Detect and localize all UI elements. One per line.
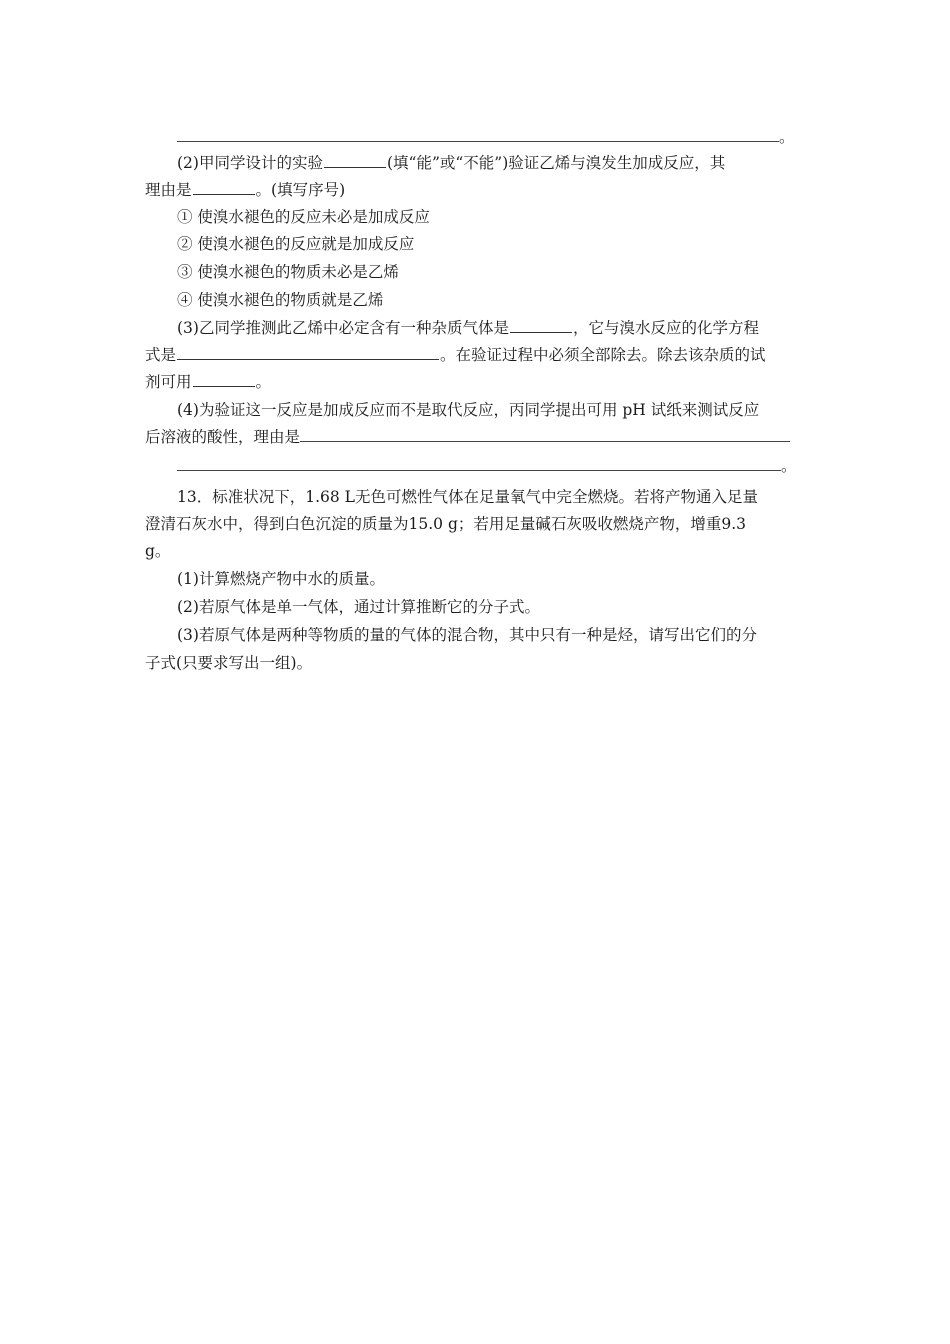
- q12-part3-text-f: 。: [255, 373, 272, 391]
- answer-rule[interactable]: [177, 469, 781, 471]
- q12-part3-line1: [177, 318, 817, 338]
- option-3: ③ 使溴水褪色的物质未必是乙烯: [177, 263, 399, 281]
- line-end-period: 。: [779, 128, 795, 146]
- answer-line-q1: [177, 127, 817, 147]
- option-1: ① 使溴水褪色的反应未必是加成反应: [177, 208, 430, 226]
- q13-line2: 澄清石灰水中，得到白色沉淀的质量为15.0 g；若用足量碱石灰吸收燃烧产物，增重9.3: [145, 515, 747, 533]
- answer-rule: [177, 140, 779, 142]
- q12-part3-text-a: (3)乙同学推测此乙烯中必定含有一种杂质气体是: [177, 319, 509, 337]
- q12-part3-line2: [145, 345, 815, 365]
- q12-part4-line2: [145, 427, 815, 447]
- answer-rule[interactable]: [300, 440, 790, 442]
- fill-blank-impurity-gas[interactable]: [510, 318, 572, 333]
- option-2: ② 使溴水褪色的反应就是加成反应: [177, 235, 415, 253]
- fill-blank-equation[interactable]: [177, 345, 439, 360]
- q13-sub2: (2)若原气体是单一气体，通过计算推断它的分子式。: [177, 598, 540, 616]
- q12-part4-line1: (4)为验证这一反应是加成反应而不是取代反应，丙同学提出可用 pH 试纸来测试反应: [177, 401, 760, 419]
- q12-part2-line1: [177, 153, 817, 173]
- q12-part3-text-d: 。在验证过程中必须全部除去。除去该杂质的试: [440, 346, 766, 364]
- q13-sub3-line1: (3)若原气体是两种等物质的量的气体的混合物，其中只有一种是烃，请写出它们的分: [177, 626, 757, 644]
- q13-sub3-line2: 子式(只要求写出一组)。: [145, 654, 313, 672]
- q12-part2-text-b: (填“能”或“不能”)验证乙烯与溴发生加成反应，其: [386, 154, 726, 172]
- q12-part2-line2: [145, 180, 815, 200]
- q12-part2-text-a: (2)甲同学设计的实验: [177, 154, 323, 172]
- q12-part4-text-b: 后溶液的酸性，理由是: [145, 428, 301, 446]
- q12-part3-text-e: 剂可用: [145, 373, 192, 391]
- line-end-period: 。: [781, 457, 797, 475]
- q12-part2-text-c: 理由是: [145, 181, 192, 199]
- fill-blank-reagent[interactable]: [193, 372, 255, 387]
- q12-part3-line3: [145, 372, 815, 392]
- fill-blank-reason[interactable]: [193, 180, 255, 195]
- q13-line3: g。: [145, 542, 171, 560]
- option-4: ④ 使溴水褪色的物质就是乙烯: [177, 291, 384, 309]
- q13-line1: 13．标准状况下，1.68 L无色可燃性气体在足量氧气中完全燃烧。若将产物通入足量: [177, 488, 758, 506]
- q12-part3-text-b: ，它与溴水反应的化学方程: [572, 319, 759, 337]
- q13-sub1: (1)计算燃烧产物中水的质量。: [177, 570, 385, 588]
- answer-line-q4: [177, 456, 817, 476]
- q12-part3-text-c: 式是: [145, 346, 177, 364]
- q12-part2-text-d: 。(填写序号): [255, 181, 346, 199]
- fill-blank-can-or-cannot[interactable]: [324, 153, 386, 168]
